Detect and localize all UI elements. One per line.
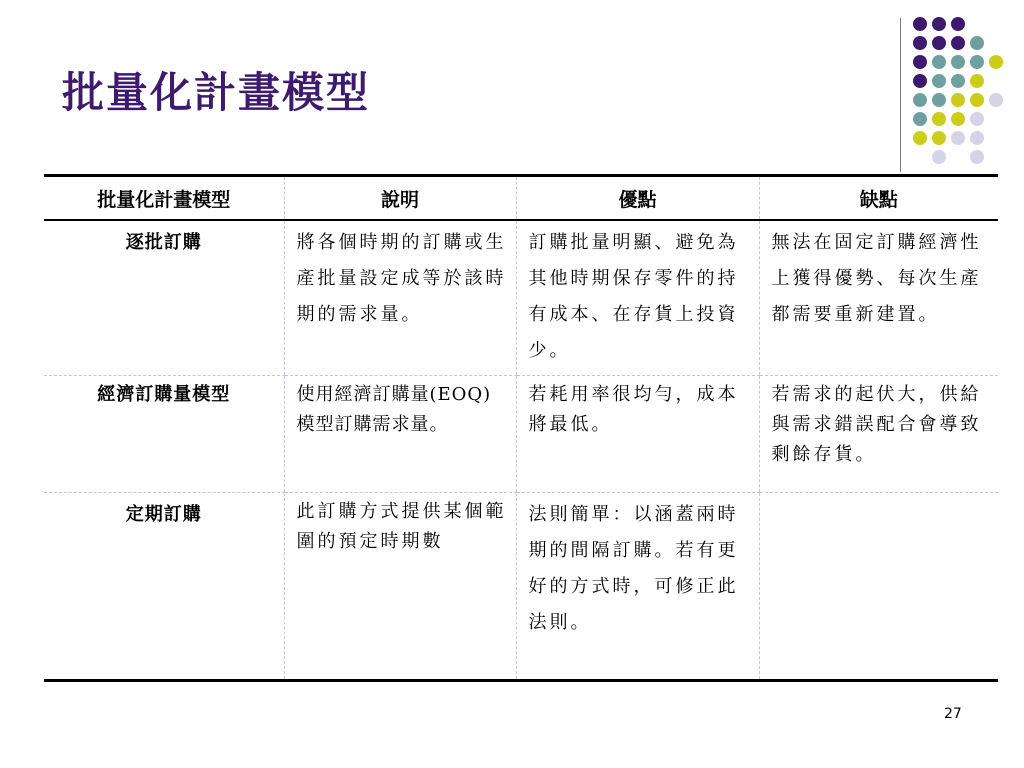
cell-advantages: 法則簡單：以涵蓋兩時期的間隔訂購。若有更好的方式時，可修正此法則。 [516,493,759,681]
decorative-dot [913,55,927,69]
cell-advantages: 訂購批量明顯、避免為其他時期保存零件的持有成本、在存貨上投資少。 [516,220,759,376]
decorative-dot [913,17,927,31]
decorative-dot [932,17,946,31]
cell-disadvantages: 若需求的起伏大，供給與需求錯誤配合會導致剩餘存貨。 [759,376,998,493]
decorative-dot [913,112,927,126]
decorative-dot [989,93,1003,107]
decorative-dot [913,36,927,50]
decorative-dot [951,74,965,88]
decorative-dot [951,93,965,107]
header-model: 批量化計畫模型 [44,176,284,221]
decorative-dot [951,55,965,69]
decorative-dot [932,131,946,145]
decorative-dot [970,150,984,164]
decorative-dot [913,93,927,107]
cell-description: 使用經濟訂購量(EOQ)模型訂購需求量。 [284,376,516,493]
decorative-dot [932,74,946,88]
decorative-dot [932,55,946,69]
decorative-dot [932,36,946,50]
cell-disadvantages: 無法在固定訂購經濟性上獲得優勢、每次生產都需要重新建置。 [759,220,998,376]
decorative-dot [951,131,965,145]
decorative-dot [970,112,984,126]
decorative-dot [970,55,984,69]
cell-model: 經濟訂購量模型 [44,376,284,493]
cell-advantages: 若耗用率很均勻，成本將最低。 [516,376,759,493]
table-row [44,220,998,376]
decorative-vertical-line [900,18,901,172]
decorative-dot [970,74,984,88]
cell-description: 將各個時期的訂購或生產批量設定成等於該時期的需求量。 [284,220,516,376]
decorative-dot [970,93,984,107]
decorative-dot [970,36,984,50]
decorative-dot [913,74,927,88]
decorative-dot [913,131,927,145]
cell-model: 逐批訂購 [44,220,284,376]
header-disadvantages: 缺點 [759,176,998,221]
decorative-dot [951,36,965,50]
decorative-dot [932,93,946,107]
decorative-dot [932,150,946,164]
decorative-dot [970,131,984,145]
decorative-dot [951,17,965,31]
lot-sizing-table [44,174,998,682]
cell-model: 定期訂購 [44,493,284,681]
cell-disadvantages [759,493,998,681]
page-number: 27 [944,706,962,722]
cell-description: 此訂購方式提供某個範圍的預定時期數 [284,493,516,681]
table-row [44,493,998,681]
table-row [44,376,998,493]
header-description: 說明 [284,176,516,221]
table-header-row [44,176,998,221]
decorative-dot [932,112,946,126]
decorative-dot [989,55,1003,69]
decorative-dot [951,112,965,126]
header-advantages: 優點 [516,176,759,221]
lot-sizing-table-container [44,174,998,682]
slide-title: 批量化計畫模型 [62,68,371,117]
